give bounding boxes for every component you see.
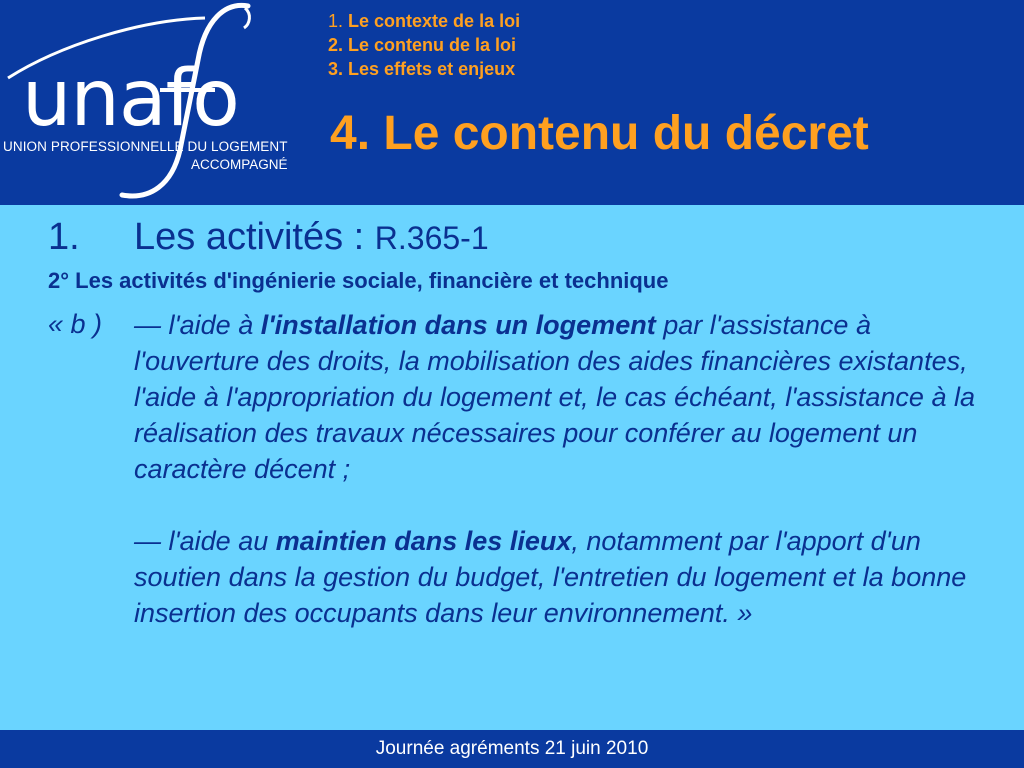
quote-para2-emphasis: maintien dans les lieux (275, 526, 572, 556)
agenda-item-number: 3. (328, 59, 344, 79)
section-heading (48, 214, 489, 261)
logo-tagline-line1: UNION PROFESSIONNELLE DU LOGEMENT (3, 139, 288, 154)
agenda-item-number: 1. (328, 11, 344, 31)
quote-body (134, 307, 994, 631)
quote-para1-lead: — l'aide à (134, 310, 261, 340)
unafo-logo (0, 0, 300, 205)
section-reference: R.365-1 (374, 220, 489, 256)
agenda-item-number: 2. (328, 35, 344, 55)
quote-paragraph-1 (134, 307, 994, 487)
quote-paragraph-2 (134, 523, 994, 631)
quote-para2-lead: — l'aide au (134, 526, 276, 556)
footer-text: Journée agréments 21 juin 2010 (375, 738, 649, 759)
footer-band (0, 730, 1024, 768)
agenda-item-label: Les effets et enjeux (348, 59, 516, 79)
agenda-item-label: Le contexte de la loi (348, 11, 521, 31)
slide-title: 4. Le contenu du décret (330, 107, 869, 160)
subheading: 2° Les activités d'ingénierie sociale, financière et technique (48, 268, 669, 293)
header-band (0, 0, 1024, 205)
agenda-item-2 (328, 33, 520, 57)
agenda-item-label: Le contenu de la loi (348, 35, 517, 55)
agenda-list (328, 9, 520, 81)
agenda-item-1 (328, 9, 520, 33)
quote-para1-rest: par l'assistance à l'ouverture des droits, la mobilisation des aides financières existantes, l'aide à l'appropriation du logement et, le cas échéant, l'assistance à la réalisation des travaux nécessaires pour conférer au logement un caractère décent ; (134, 310, 975, 484)
agenda-item-3 (328, 57, 520, 81)
section-number: 1. (48, 216, 80, 258)
section-label: Les activités : (134, 216, 375, 258)
logo-tagline-line2: ACCOMPAGNÉ (191, 157, 288, 172)
logo-wordmark: unafo (22, 54, 239, 144)
quote-marker: « b ) (48, 309, 103, 339)
quote-para1-emphasis: l'installation dans un logement (260, 310, 656, 340)
quote-para2-rest: , notamment par l'apport d'un soutien dans la gestion du budget, l'entretien du logement et la bonne insertion des occupants dans leur environnement. » (134, 526, 967, 628)
